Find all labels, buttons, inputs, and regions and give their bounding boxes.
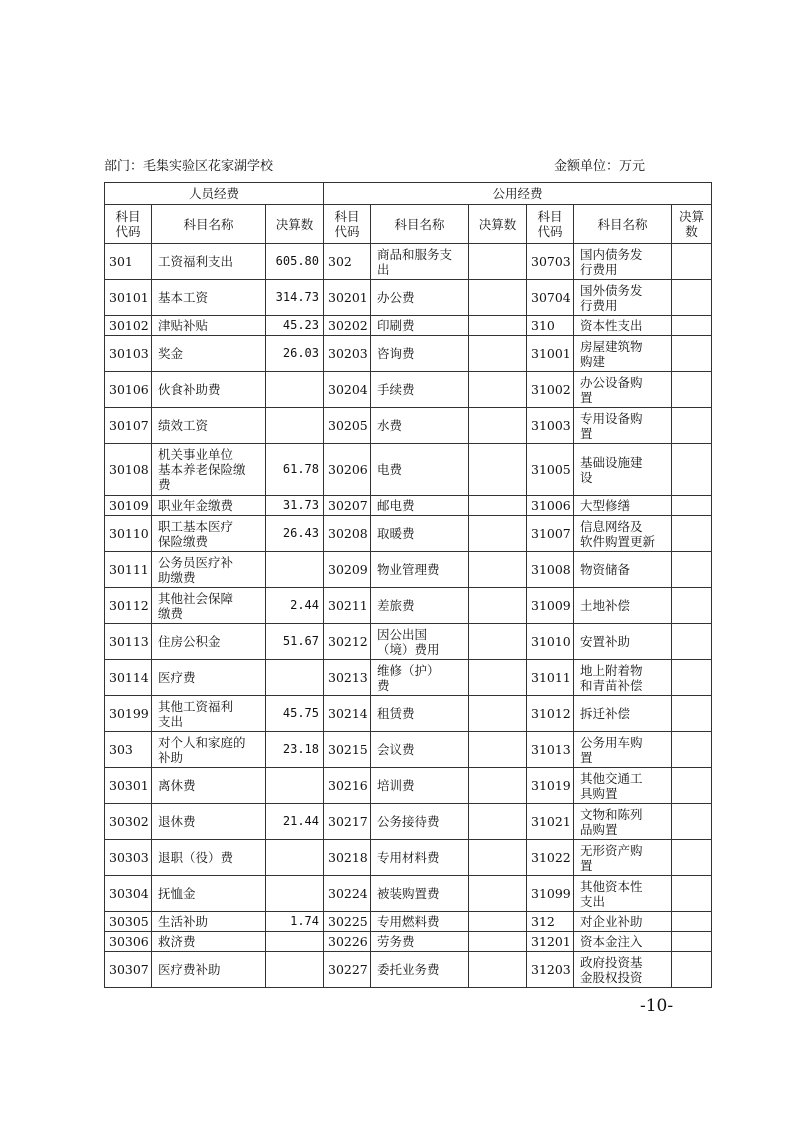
name-cell: 劳务费 [371,932,469,952]
amount-cell: 2.44 [266,588,324,624]
table-row [105,372,712,408]
amount-cell [672,408,712,444]
amount-cell [469,952,527,988]
table-row [105,408,712,444]
amount-cell [672,660,712,696]
code-cell: 30111 [105,552,152,588]
name-cell: 地上附着物 和青苗补偿 [574,660,672,696]
code-cell: 30224 [324,876,371,912]
name-cell: 商品和服务支 出 [371,244,469,280]
col-code: 科目 代码 [105,205,152,244]
table-row [105,280,712,316]
code-cell: 303 [105,732,152,768]
name-cell: 办公设备购 置 [574,372,672,408]
amount-cell [672,244,712,280]
name-cell: 工资福利支出 [152,244,266,280]
col-amount: 决算数 [469,205,527,244]
name-cell: 大型修缮 [574,496,672,516]
code-cell: 310 [527,316,574,336]
code-cell: 30204 [324,372,371,408]
code-cell: 301 [105,244,152,280]
amount-cell [469,804,527,840]
budget-table [104,182,712,988]
col-name: 科目名称 [371,205,469,244]
code-cell: 30110 [105,516,152,552]
amount-cell: 1.74 [266,912,324,932]
code-cell: 31006 [527,496,574,516]
amount-cell [266,876,324,912]
table-row [105,804,712,840]
code-cell: 30301 [105,768,152,804]
amount-cell [672,280,712,316]
name-cell: 无形资产购 置 [574,840,672,876]
code-cell: 31003 [527,408,574,444]
table-row [105,496,712,516]
amount-cell [469,912,527,932]
code-cell: 30108 [105,444,152,496]
name-cell: 维修（护） 费 [371,660,469,696]
page-number: -10- [640,996,674,1016]
table-row [105,660,712,696]
name-cell: 其他交通工 具购置 [574,768,672,804]
name-cell: 公务员医疗补 助缴费 [152,552,266,588]
name-cell: 其他工资福利 支出 [152,696,266,732]
amount-cell [469,316,527,336]
code-cell: 30106 [105,372,152,408]
table-row [105,932,712,952]
amount-cell [469,588,527,624]
code-cell: 30205 [324,408,371,444]
code-cell: 31005 [527,444,574,496]
amount-cell [672,912,712,932]
name-cell: 离休费 [152,768,266,804]
code-cell: 30211 [324,588,371,624]
code-cell: 30112 [105,588,152,624]
name-cell: 奖金 [152,336,266,372]
table-row [105,316,712,336]
name-cell: 土地补偿 [574,588,672,624]
code-cell: 30101 [105,280,152,316]
name-cell: 邮电费 [371,496,469,516]
table-row [105,768,712,804]
column-header-row [105,205,712,244]
table-row [105,588,712,624]
amount-cell [672,336,712,372]
code-cell: 30213 [324,660,371,696]
amount-cell [469,696,527,732]
amount-cell: 26.43 [266,516,324,552]
amount-cell [266,768,324,804]
code-cell: 30102 [105,316,152,336]
table-row [105,840,712,876]
code-cell: 30216 [324,768,371,804]
amount-cell [672,516,712,552]
code-cell: 30103 [105,336,152,372]
amount-cell [469,444,527,496]
code-cell: 31019 [527,768,574,804]
name-cell: 因公出国 （境）费用 [371,624,469,660]
code-cell: 30303 [105,840,152,876]
amount-cell: 61.78 [266,444,324,496]
col-name: 科目名称 [152,205,266,244]
name-cell: 电费 [371,444,469,496]
code-cell: 30212 [324,624,371,660]
name-cell: 资本金注入 [574,932,672,952]
name-cell: 职工基本医疗 保险缴费 [152,516,266,552]
name-cell: 生活补助 [152,912,266,932]
name-cell: 国内债务发 行费用 [574,244,672,280]
amount-cell: 45.23 [266,316,324,336]
name-cell: 专用燃料费 [371,912,469,932]
code-cell: 31007 [527,516,574,552]
amount-cell [672,876,712,912]
amount-cell [469,552,527,588]
amount-cell: 31.73 [266,496,324,516]
name-cell: 国外债务发 行费用 [574,280,672,316]
amount-cell: 45.75 [266,696,324,732]
code-cell: 30203 [324,336,371,372]
amount-cell [469,516,527,552]
name-cell: 水费 [371,408,469,444]
name-cell: 救济费 [152,932,266,952]
name-cell: 差旅费 [371,588,469,624]
amount-cell [672,732,712,768]
unit-label: 金额单位：万元 [554,159,646,174]
amount-cell [469,336,527,372]
amount-cell [672,372,712,408]
amount-cell [266,408,324,444]
amount-cell [672,952,712,988]
amount-cell [469,768,527,804]
name-cell: 其他资本性 支出 [574,876,672,912]
code-cell: 30208 [324,516,371,552]
amount-cell [469,244,527,280]
table-row [105,552,712,588]
code-cell: 30199 [105,696,152,732]
amount-cell [469,280,527,316]
code-cell: 31013 [527,732,574,768]
table-row [105,624,712,660]
name-cell: 拆迁补偿 [574,696,672,732]
group-public: 公用经费 [324,183,712,205]
name-cell: 津贴补贴 [152,316,266,336]
code-cell: 30109 [105,496,152,516]
name-cell: 资本性支出 [574,316,672,336]
code-cell: 30302 [105,804,152,840]
table-row [105,516,712,552]
code-cell: 31011 [527,660,574,696]
name-cell: 伙食补助费 [152,372,266,408]
name-cell: 安置补助 [574,624,672,660]
table-row [105,952,712,988]
name-cell: 公务用车购 置 [574,732,672,768]
code-cell: 31099 [527,876,574,912]
amount-cell [672,932,712,952]
amount-cell [469,372,527,408]
code-cell: 30206 [324,444,371,496]
code-cell: 31009 [527,588,574,624]
name-cell: 物业管理费 [371,552,469,588]
name-cell: 取暖费 [371,516,469,552]
code-cell: 30202 [324,316,371,336]
code-cell: 30207 [324,496,371,516]
name-cell: 退休费 [152,804,266,840]
name-cell: 印刷费 [371,316,469,336]
department-label: 部门：毛集实验区花家湖学校 [104,159,274,174]
name-cell: 职业年金缴费 [152,496,266,516]
amount-cell [469,496,527,516]
amount-cell [672,588,712,624]
amount-cell [672,768,712,804]
table-row [105,876,712,912]
amount-cell: 605.80 [266,244,324,280]
code-cell: 31022 [527,840,574,876]
code-cell: 31010 [527,624,574,660]
code-cell: 31201 [527,932,574,952]
group-personnel: 人员经费 [105,183,324,205]
name-cell: 机关事业单位 基本养老保险缴 费 [152,444,266,496]
name-cell: 医疗费 [152,660,266,696]
amount-cell [469,732,527,768]
amount-cell [469,624,527,660]
table-row [105,244,712,280]
code-cell: 31002 [527,372,574,408]
name-cell: 会议费 [371,732,469,768]
name-cell: 文物和陈列 品购置 [574,804,672,840]
amount-cell [672,696,712,732]
amount-cell [266,372,324,408]
code-cell: 31203 [527,952,574,988]
amount-cell [672,316,712,336]
code-cell: 30113 [105,624,152,660]
code-cell: 30218 [324,840,371,876]
code-cell: 30217 [324,804,371,840]
name-cell: 专用材料费 [371,840,469,876]
name-cell: 租赁费 [371,696,469,732]
amount-cell [266,552,324,588]
amount-cell: 23.18 [266,732,324,768]
table-row [105,444,712,496]
amount-cell [469,408,527,444]
amount-cell [266,952,324,988]
code-cell: 30201 [324,280,371,316]
table-row [105,732,712,768]
amount-cell: 21.44 [266,804,324,840]
name-cell: 绩效工资 [152,408,266,444]
amount-cell [469,660,527,696]
amount-cell [672,624,712,660]
name-cell: 对企业补助 [574,912,672,932]
amount-cell: 314.73 [266,280,324,316]
code-cell: 30225 [324,912,371,932]
code-cell: 30227 [324,952,371,988]
amount-cell: 51.67 [266,624,324,660]
name-cell: 公务接待费 [371,804,469,840]
name-cell: 手续费 [371,372,469,408]
name-cell: 培训费 [371,768,469,804]
code-cell: 30305 [105,912,152,932]
name-cell: 基本工资 [152,280,266,316]
amount-cell [266,840,324,876]
name-cell: 专用设备购 置 [574,408,672,444]
name-cell: 房屋建筑物 购建 [574,336,672,372]
code-cell: 30703 [527,244,574,280]
table-row [105,336,712,372]
amount-cell [469,932,527,952]
code-cell: 31012 [527,696,574,732]
amount-cell [469,876,527,912]
col-amount: 决算数 [266,205,324,244]
name-cell: 退职（役）费 [152,840,266,876]
name-cell: 基础设施建 设 [574,444,672,496]
code-cell: 30214 [324,696,371,732]
name-cell: 信息网络及 软件购置更新 [574,516,672,552]
code-cell: 30114 [105,660,152,696]
name-cell: 医疗费补助 [152,952,266,988]
code-cell: 31001 [527,336,574,372]
amount-cell [266,932,324,952]
name-cell: 咨询费 [371,336,469,372]
amount-cell [266,660,324,696]
table-row [105,912,712,932]
group-header-row [105,183,712,205]
name-cell: 政府投资基 金股权投资 [574,952,672,988]
col-amount-narrow: 决算 数 [672,205,712,244]
name-cell: 对个人和家庭的 补助 [152,732,266,768]
code-cell: 30215 [324,732,371,768]
name-cell: 被装购置费 [371,876,469,912]
code-cell: 30107 [105,408,152,444]
code-cell: 30306 [105,932,152,952]
name-cell: 住房公积金 [152,624,266,660]
amount-cell [672,552,712,588]
code-cell: 30304 [105,876,152,912]
name-cell: 委托业务费 [371,952,469,988]
amount-cell [469,840,527,876]
code-cell: 312 [527,912,574,932]
col-code: 科目 代码 [527,205,574,244]
amount-cell [672,444,712,496]
col-name: 科目名称 [574,205,672,244]
code-cell: 30704 [527,280,574,316]
col-code: 科目 代码 [324,205,371,244]
name-cell: 物资储备 [574,552,672,588]
name-cell: 办公费 [371,280,469,316]
name-cell: 其他社会保障 缴费 [152,588,266,624]
amount-cell [672,840,712,876]
table-row [105,696,712,732]
code-cell: 31021 [527,804,574,840]
code-cell: 30307 [105,952,152,988]
code-cell: 30209 [324,552,371,588]
code-cell: 30226 [324,932,371,952]
amount-cell [672,496,712,516]
amount-cell: 26.03 [266,336,324,372]
code-cell: 302 [324,244,371,280]
amount-cell [672,804,712,840]
code-cell: 31008 [527,552,574,588]
name-cell: 抚恤金 [152,876,266,912]
